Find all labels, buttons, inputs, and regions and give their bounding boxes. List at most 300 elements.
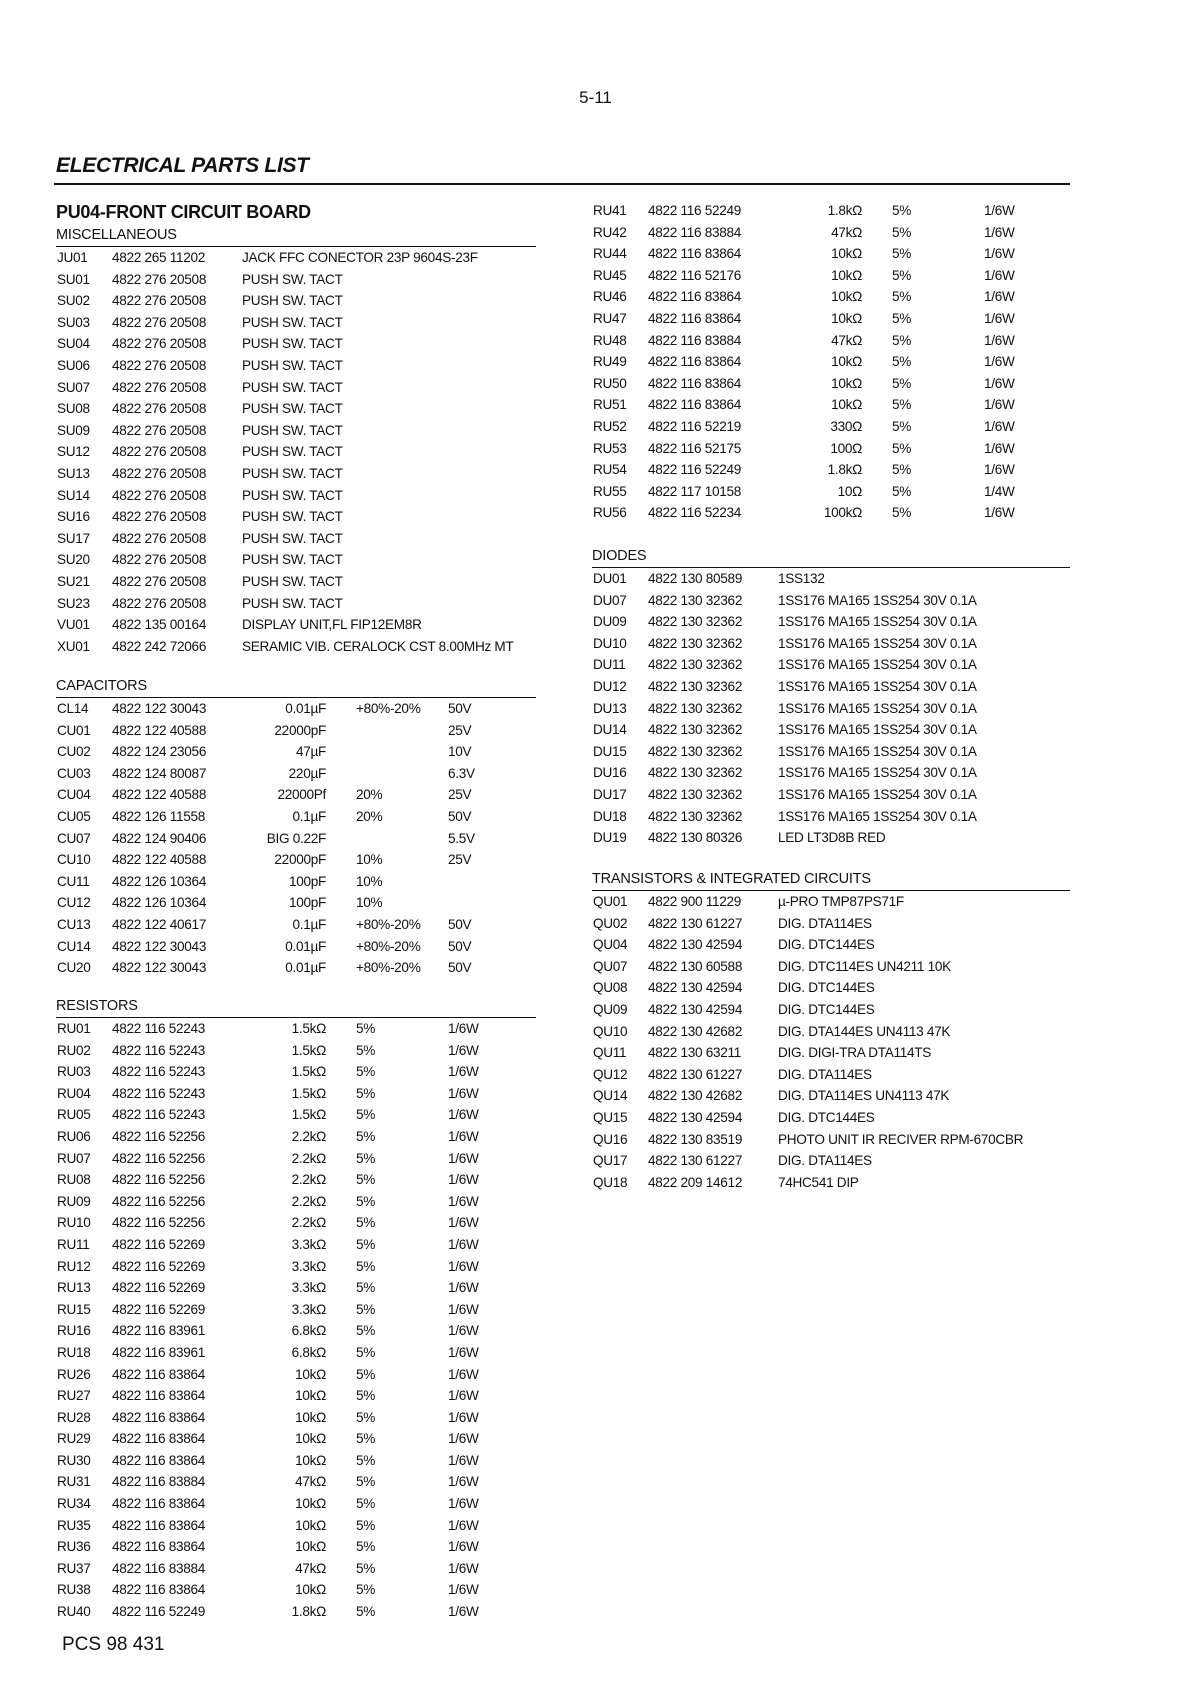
table-row [592,611,1070,633]
part-ref: RU49 [593,354,627,370]
part-code: 4822 124 23056 [112,744,207,760]
part-tolerance: 5% [356,1301,376,1317]
part-rating: 1/6W [984,246,1015,262]
table-row [592,934,1070,956]
part-ref: RU48 [593,332,627,348]
part-ref: DU07 [593,592,627,608]
document-title: ELECTRICAL PARTS LIST [56,154,309,177]
table-row [56,1601,536,1623]
table-row [592,676,1070,698]
part-rating: 50V [448,808,472,824]
part-code: 4822 276 20508 [112,552,207,568]
part-tolerance: 5% [356,1560,376,1576]
part-ref: CU04 [57,787,91,803]
table-row [592,806,1070,828]
part-tolerance: 5% [356,1021,376,1036]
part-tolerance: 5% [356,1215,376,1231]
part-ref: DU18 [593,808,627,824]
part-code: 4822 116 52243 [112,1085,206,1101]
part-tolerance: 5% [356,1107,376,1123]
part-value: 1.5kΩ [291,1064,326,1080]
table-row [592,1085,1070,1107]
part-rating: 1/6W [448,1280,479,1296]
part-ref: RU35 [57,1517,91,1533]
part-rating: 1/6W [984,310,1015,326]
part-code: 4822 130 60588 [648,958,743,974]
part-code: 4822 276 20508 [112,595,207,611]
table-row [56,720,536,742]
table-row [592,373,1070,395]
part-tolerance: 5% [892,440,912,456]
part-code: 4822 116 83864 [112,1431,206,1447]
part-ref: RU41 [593,203,627,218]
part-rating: 1/6W [448,1150,479,1166]
part-code: 4822 116 83864 [648,375,742,391]
part-ref: RU51 [593,397,627,413]
part-description: SERAMIC VIB. CERALOCK CST 8.00MHz MT [242,638,514,654]
part-code: 4822 130 32362 [648,808,743,824]
parts-list [592,891,1070,1193]
part-tolerance: 5% [356,1172,376,1188]
part-ref: QU10 [593,1023,628,1039]
part-code: 4822 130 42682 [648,1088,743,1104]
part-tolerance: 5% [892,332,912,348]
part-code: 4822 126 10364 [112,895,207,911]
table-row [56,247,536,269]
part-rating: 1/6W [984,505,1015,521]
part-ref: RU30 [57,1452,91,1468]
table-row [592,502,1070,524]
part-rating: 1/6W [984,224,1015,240]
part-ref: RU46 [593,289,627,305]
parts-list [592,200,1070,524]
part-value: 1.5kΩ [291,1042,326,1058]
part-description: 1SS176 MA165 1SS254 30V 0.1A [778,808,977,824]
part-ref: QU12 [593,1066,628,1082]
part-value: 47kΩ [831,224,862,240]
part-ref: RU28 [57,1409,91,1425]
table-row [56,698,536,720]
part-code: 4822 242 72066 [112,638,207,654]
part-value: 0.01µF [285,701,326,716]
part-tolerance: 5% [356,1582,376,1598]
part-ref: RU50 [593,375,627,391]
part-ref: RU18 [57,1344,91,1360]
part-rating: 1/6W [448,1409,479,1425]
part-code: 4822 116 83864 [112,1452,206,1468]
table-row [592,1107,1070,1129]
part-value: 10kΩ [831,375,862,391]
part-description: 1SS176 MA165 1SS254 30V 0.1A [778,678,977,694]
part-ref: CU20 [57,960,91,976]
part-code: 4822 130 42594 [648,1109,743,1125]
table-row [592,243,1070,265]
table-row [56,784,536,806]
parts-list [56,1018,536,1623]
part-description: 1SS176 MA165 1SS254 30V 0.1A [778,743,977,759]
part-code: 4822 116 83864 [112,1388,206,1404]
part-tolerance: 5% [892,462,912,478]
part-tolerance: 5% [356,1236,376,1252]
part-description: PHOTO UNIT IR RECIVER RPM-670CBR [778,1131,1024,1147]
part-ref: RU36 [57,1539,91,1555]
part-ref: DU14 [593,722,627,738]
part-ref: RU40 [57,1604,91,1620]
table-row [56,1018,536,1040]
part-code: 4822 116 83864 [648,354,742,370]
part-value: 3.3kΩ [291,1258,326,1274]
part-ref: RU01 [57,1021,91,1036]
part-tolerance: 5% [356,1344,376,1360]
part-value: 47µF [295,744,326,760]
part-ref: RU04 [57,1085,91,1101]
part-rating: 50V [448,701,472,716]
part-code: 4822 276 20508 [112,314,207,330]
part-ref: SU21 [57,573,90,589]
table-row [56,763,536,785]
part-code: 4822 116 52243 [112,1064,206,1080]
part-rating: 1/6W [448,1452,479,1468]
table-row [56,463,536,485]
part-code: 4822 276 20508 [112,465,207,481]
part-code: 4822 116 52256 [112,1193,206,1209]
part-value: 47kΩ [831,332,862,348]
part-tolerance: 5% [356,1388,376,1404]
table-row [56,1493,536,1515]
part-rating: 6.3V [448,765,475,781]
part-value: 47kΩ [295,1560,326,1576]
part-code: 4822 130 80589 [648,571,743,586]
part-value: 10kΩ [831,397,862,413]
part-code: 4822 116 83884 [112,1474,206,1490]
part-ref: RU34 [57,1496,91,1512]
table-row [56,849,536,871]
part-rating: 1/6W [448,1323,479,1339]
part-ref: QU14 [593,1088,628,1104]
table-row [56,1061,536,1083]
part-ref: CU05 [57,808,91,824]
section-heading: MISCELLANEOUS [56,225,536,247]
part-code: 4822 126 11558 [112,808,206,824]
part-code: 4822 130 63211 [648,1045,742,1061]
table-row [56,1385,536,1407]
part-rating: 1/6W [984,267,1015,283]
part-value: 22000pF [274,722,326,738]
part-ref: SU08 [57,401,90,417]
table-row [592,1150,1070,1172]
table-row [56,1342,536,1364]
part-code: 4822 116 52256 [112,1172,206,1188]
part-code: 4822 116 52249 [112,1604,206,1620]
table-row [56,1579,536,1601]
table-row [592,1064,1070,1086]
part-description: PUSH SW. TACT [242,379,343,395]
part-code: 4822 116 83961 [112,1323,206,1339]
part-tolerance: 5% [356,1496,376,1512]
part-rating: 1/6W [984,375,1015,391]
part-value: 100Ω [830,440,862,456]
table-row [56,1169,536,1191]
part-code: 4822 130 61227 [648,915,743,931]
part-ref: RU53 [593,440,627,456]
part-code: 4822 130 32362 [648,657,743,673]
part-description: 1SS176 MA165 1SS254 30V 0.1A [778,635,977,651]
table-row [592,977,1070,999]
table-row [56,1148,536,1170]
part-ref: RU07 [57,1150,91,1166]
part-value: 22000Pf [277,787,326,803]
table-row [592,1021,1070,1043]
table-row [592,265,1070,287]
part-ref: CU11 [57,873,90,889]
part-code: 4822 130 32362 [648,635,743,651]
part-tolerance: 5% [356,1539,376,1555]
table-row [56,549,536,571]
part-code: 4822 116 52243 [112,1042,206,1058]
part-code: 4822 116 52234 [648,505,742,521]
table-row [592,351,1070,373]
part-ref: DU17 [593,786,627,802]
part-ref: QU16 [593,1131,628,1147]
part-code: 4822 124 90406 [112,830,207,846]
section-heading: RESISTORS [56,996,536,1018]
part-description: PUSH SW. TACT [242,401,343,417]
part-value: 10kΩ [295,1582,326,1598]
table-row [592,286,1070,308]
table-row [592,1172,1070,1194]
table-row [56,1083,536,1105]
section-resistors-continued [592,200,1070,524]
part-tolerance: 5% [892,397,912,413]
part-ref: QU18 [593,1174,628,1190]
part-rating: 1/6W [448,1107,479,1123]
part-ref: SU16 [57,509,90,525]
part-ref: DU01 [593,571,627,586]
part-code: 4822 130 32362 [648,592,743,608]
part-description: 1SS176 MA165 1SS254 30V 0.1A [778,700,977,716]
part-rating: 1/6W [448,1604,479,1620]
part-description: 1SS176 MA165 1SS254 30V 0.1A [778,722,977,738]
part-tolerance: 5% [892,505,912,521]
part-rating: 1/6W [448,1064,479,1080]
part-code: 4822 130 32362 [648,700,743,716]
page-number: 5-11 [579,88,612,107]
part-value: 10kΩ [295,1366,326,1382]
part-value: 100pF [288,873,326,889]
part-ref: RU11 [57,1236,90,1252]
table-row [592,416,1070,438]
part-description: PUSH SW. TACT [242,573,343,589]
table-row [592,222,1070,244]
part-rating: 1/6W [448,1539,479,1555]
part-code: 4822 116 83864 [112,1517,206,1533]
table-row [592,698,1070,720]
part-code: 4822 116 83864 [112,1409,206,1425]
part-code: 4822 130 61227 [648,1066,743,1082]
table-row [592,913,1070,935]
part-value: 10kΩ [295,1452,326,1468]
table-row [56,936,536,958]
part-code: 4822 116 83884 [648,224,742,240]
part-ref: VU01 [57,617,90,633]
part-tolerance: 5% [356,1042,376,1058]
section-resistors [56,996,536,1623]
part-ref: RU55 [593,483,627,499]
part-code: 4822 276 20508 [112,573,207,589]
part-tolerance: 10% [356,852,383,868]
part-tolerance: 5% [356,1474,376,1490]
part-code: 4822 116 52243 [112,1107,206,1123]
part-code: 4822 276 20508 [112,444,207,460]
part-tolerance: 5% [892,310,912,326]
part-code: 4822 116 52269 [112,1258,206,1274]
table-row [592,784,1070,806]
part-code: 4822 276 20508 [112,357,207,373]
table-row [56,1364,536,1386]
part-value: 6.8kΩ [291,1344,326,1360]
part-rating: 50V [448,938,472,954]
part-ref: RU03 [57,1064,91,1080]
part-ref: CU13 [57,916,91,932]
table-row [592,438,1070,460]
table-row [592,827,1070,849]
part-value: 2.2kΩ [291,1193,326,1209]
table-row [56,1450,536,1472]
part-tolerance: 5% [356,1409,376,1425]
table-row [56,1212,536,1234]
part-description: 1SS176 MA165 1SS254 30V 0.1A [778,786,977,802]
table-row [56,593,536,615]
part-tolerance: 5% [356,1323,376,1339]
part-code: 4822 130 32362 [648,614,743,630]
part-code: 4822 130 32362 [648,678,743,694]
part-description: µ-PRO TMP87PS71F [778,894,904,909]
part-ref: CU14 [57,938,91,954]
part-code: 4822 116 52256 [112,1215,206,1231]
part-value: 47kΩ [295,1474,326,1490]
part-rating: 1/6W [984,462,1015,478]
part-code: 4822 116 52175 [648,440,742,456]
part-ref: RU26 [57,1366,91,1382]
part-code: 4822 116 52256 [112,1150,206,1166]
part-value: 100kΩ [823,505,862,521]
part-ref: XU01 [57,638,90,654]
table-row [56,957,536,979]
part-description: DIG. DTA114ES [778,1153,872,1169]
parts-list [56,698,536,979]
part-rating: 50V [448,916,472,932]
part-ref: SU13 [57,465,90,481]
part-ref: CU07 [57,830,91,846]
part-rating: 1/6W [448,1021,479,1036]
table-row [592,633,1070,655]
part-description: PUSH SW. TACT [242,271,343,287]
part-ref: SU09 [57,422,90,438]
part-description: PUSH SW. TACT [242,422,343,438]
part-code: 4822 116 52219 [648,418,742,434]
table-row [592,200,1070,222]
part-code: 4822 117 10158 [648,483,742,499]
part-code: 4822 116 83864 [112,1366,206,1382]
part-code: 4822 116 83864 [648,310,742,326]
part-value: 2.2kΩ [291,1128,326,1144]
table-row [56,1299,536,1321]
part-description: PUSH SW. TACT [242,314,343,330]
part-tolerance: 5% [356,1517,376,1533]
part-ref: CU02 [57,744,91,760]
part-code: 4822 276 20508 [112,379,207,395]
part-description: DIG. DTA114ES [778,915,872,931]
table-row [56,828,536,850]
part-code: 4822 116 83864 [648,397,742,413]
part-ref: DU13 [593,700,627,716]
part-ref: SU02 [57,293,90,309]
title-rule [54,183,1070,185]
part-tolerance: 5% [356,1604,376,1620]
part-tolerance: 5% [892,418,912,434]
part-rating: 1/6W [448,1085,479,1101]
part-rating: 1/6W [448,1128,479,1144]
part-ref: RU47 [593,310,627,326]
part-value: 1.5kΩ [291,1021,326,1036]
part-tolerance: +80%-20% [356,916,421,932]
part-description: PUSH SW. TACT [242,487,343,503]
part-rating: 1/6W [448,1366,479,1382]
part-ref: RU13 [57,1280,91,1296]
part-code: 4822 276 20508 [112,422,207,438]
part-code: 4822 116 52256 [112,1128,206,1144]
table-row [592,956,1070,978]
part-tolerance: 5% [356,1452,376,1468]
part-description: DIG. DTC144ES [778,1109,875,1125]
part-description: PUSH SW. TACT [242,595,343,611]
part-code: 4822 122 30043 [112,938,207,954]
part-tolerance: 5% [356,1193,376,1209]
part-ref: QU11 [593,1045,627,1061]
part-ref: QU04 [593,937,628,953]
part-code: 4822 122 30043 [112,960,207,976]
part-code: 4822 209 14612 [648,1174,743,1190]
part-ref: RU06 [57,1128,91,1144]
section-heading: TRANSISTORS & INTEGRATED CIRCUITS [592,869,1070,891]
part-code: 4822 124 80087 [112,765,207,781]
part-tolerance: 5% [356,1064,376,1080]
part-ref: SU12 [57,444,90,460]
part-tolerance: 10% [356,873,383,889]
part-ref: RU08 [57,1172,91,1188]
part-ref: DU16 [593,765,627,781]
part-description: LED LT3D8B RED [778,830,886,846]
part-rating: 1/6W [448,1344,479,1360]
part-code: 4822 276 20508 [112,336,207,352]
part-rating: 50V [448,960,472,976]
table-row [56,269,536,291]
part-code: 4822 130 32362 [648,786,743,802]
part-rating: 5.5V [448,830,475,846]
part-code: 4822 276 20508 [112,293,207,309]
part-tolerance: 5% [892,375,912,391]
part-code: 4822 116 83884 [112,1560,206,1576]
part-value: 10Ω [837,483,862,499]
part-code: 4822 135 00164 [112,617,207,633]
part-code: 4822 116 83864 [112,1539,206,1555]
part-code: 4822 122 40588 [112,787,207,803]
part-ref: RU56 [593,505,627,521]
part-value: 100pF [288,895,326,911]
part-value: 1.8kΩ [827,203,862,218]
part-description: PUSH SW. TACT [242,465,343,481]
part-ref: QU07 [593,958,628,974]
